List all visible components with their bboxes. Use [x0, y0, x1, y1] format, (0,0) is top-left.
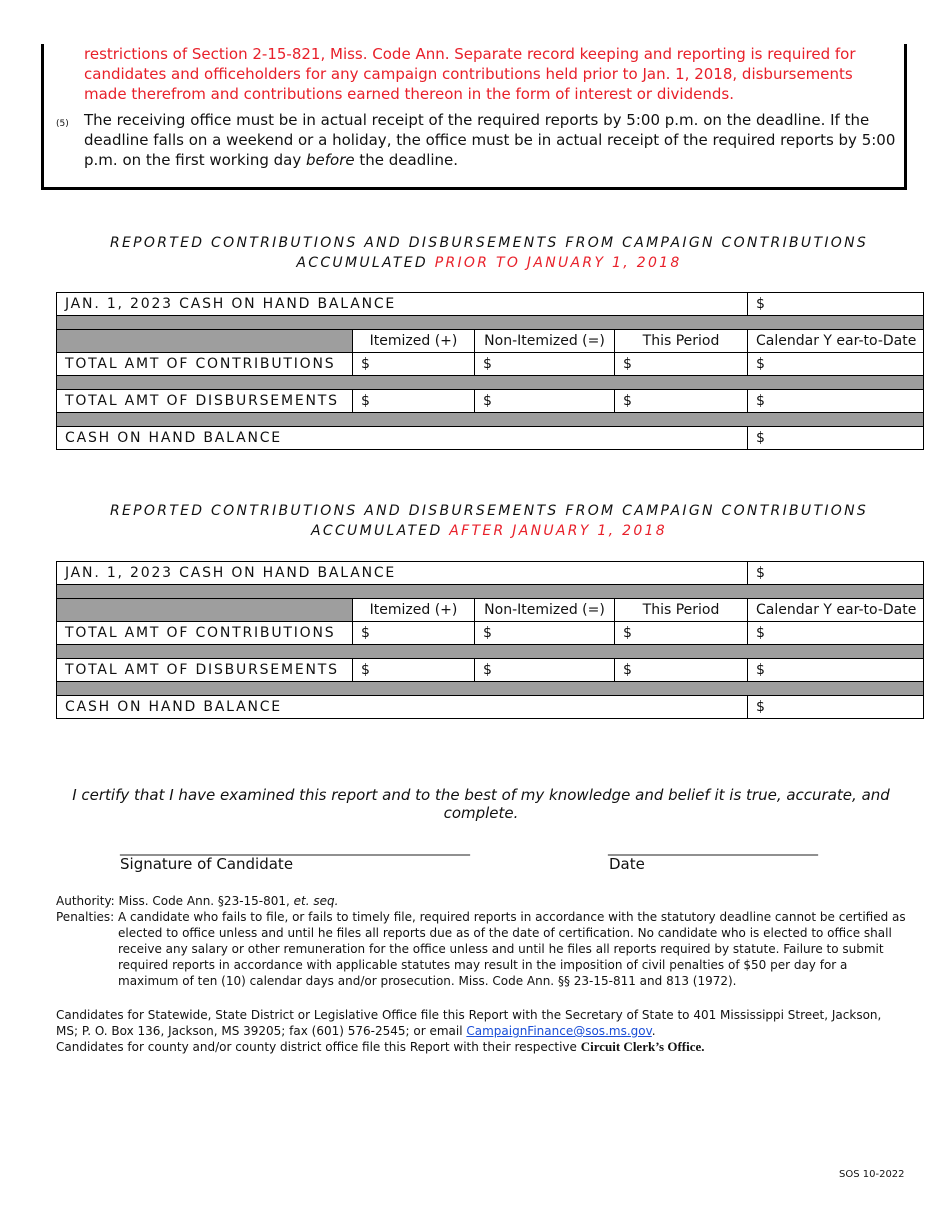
section2-divider: [57, 645, 924, 659]
section1-divider: [57, 316, 924, 330]
section1-header-blank: [57, 330, 353, 353]
authority-em: et. seq.: [293, 894, 339, 908]
section2-cash-field[interactable]: $: [748, 696, 924, 719]
section1-divider: [57, 413, 924, 427]
section2-divider: [57, 682, 924, 696]
section2-divider: [57, 585, 924, 599]
section2-header-blank: [57, 599, 353, 622]
section2-disb-label: TOTAL AMT OF DISBURSEMENTS: [57, 659, 353, 682]
section1-balance-field[interactable]: $: [748, 293, 924, 316]
section2-col-itemized: Itemized (+): [353, 599, 475, 622]
penalties-text: Penalties: A candidate who fails to file, or fails to timely file, required reports in accordance with the statutory deadline cannot be certified as elected to office unless and until he files all reports due as of the date of certification. No candidate who is elected to office shall receive any salary or other remuneration for the office unless and until he files all reports required by statute. Failure to submit required reports in accordance with applicable statutes may result in the imposition of civil penalties of $50 per day for a maximum of ten (10) calendar days and/or prosecution. Miss. Code Ann. §§ 23-15-811 and 813 (1972).: [56, 910, 906, 988]
section2-balance-label: JAN. 1, 2023 CASH ON HAND BALANCE: [57, 562, 748, 585]
section2-title-line2: [56, 521, 922, 541]
section2-col-ytd: Calendar Y ear-to-Date: [748, 599, 924, 622]
item5-text-post: the deadline.: [354, 151, 459, 169]
section1-divider: [57, 376, 924, 390]
statewide-pre: Candidates for Statewide, State District or Legislative Office file this Report with the Secretary of State to 401 Mississippi Street, Jackson, MS; P. O. Box 136, Jackson, MS 39205; fax (601) 576-2545; or email: [56, 1008, 882, 1038]
section2-col-nonitemized: Non-Itemized (=): [475, 599, 615, 622]
section2-title-line2-red: AFTER JANUARY 1, 2018: [449, 523, 667, 539]
section2-disb-itemized-field[interactable]: $: [353, 659, 475, 682]
section1-disb-label: TOTAL AMT OF DISBURSEMENTS: [57, 390, 353, 413]
instructions-box: [41, 44, 907, 190]
form-code: SOS 10-2022: [839, 1169, 905, 1180]
section1-disb-period-field[interactable]: $: [615, 390, 748, 413]
statewide-post: .: [651, 1024, 656, 1038]
instructions-red-text: restrictions of Section 2-15-821, Miss. Code Ann. Separate record keeping and reporting is required for candidates and officeholders for any campaign contributions held prior to Jan. 1, 2018, disbursements made therefrom and contributions earned thereon in the form of interest or dividends.: [84, 45, 856, 103]
section2-contrib-ytd-field[interactable]: $: [748, 622, 924, 645]
candidate-signature-line[interactable]: __________________________________________________: [120, 840, 470, 856]
section2-contrib-nonitemized-field[interactable]: $: [475, 622, 615, 645]
filing-instructions: [56, 1007, 896, 1055]
section1-cash-label: CASH ON HAND BALANCE: [57, 427, 748, 450]
date-label: Date: [609, 855, 645, 873]
item5-text-pre: The receiving office must be in actual receipt of the required reports by 5:00 p.m. on the deadline. If the deadline falls on a weekend or a holiday, the office must be in actual receipt of the required reports by 5:00 p.m. on the first working day: [84, 111, 896, 169]
section1-title: [56, 233, 922, 273]
authority-pre: Authority: Miss. Code Ann. §23-15-801,: [56, 894, 294, 908]
section1-disb-ytd-field[interactable]: $: [748, 390, 924, 413]
section2-contrib-itemized-field[interactable]: $: [353, 622, 475, 645]
certification-statement: I certify that I have examined this report and to the best of my knowledge and belief it is true, accurate, and complete.: [72, 786, 890, 822]
circuit-clerk-office: Circuit Clerk’s Office.: [580, 1039, 705, 1054]
county-pre: Candidates for county and/or county district office file this Report with their respective: [56, 1040, 581, 1054]
section2-disb-ytd-field[interactable]: $: [748, 659, 924, 682]
section1-title-line1: REPORTED CONTRIBUTIONS AND DISBURSEMENTS FROM CAMPAIGN CONTRIBUTIONS: [109, 235, 869, 251]
section2-col-period: This Period: [615, 599, 748, 622]
section2-disb-nonitemized-field[interactable]: $: [475, 659, 615, 682]
section1-title-line2: [56, 253, 922, 273]
section1-col-nonitemized: Non-Itemized (=): [475, 330, 615, 353]
candidate-signature-label: Signature of Candidate: [120, 855, 294, 873]
section2-title: [56, 501, 922, 541]
item5-number: (5): [56, 119, 69, 129]
authority-text: [56, 893, 906, 909]
section2-disb-period-field[interactable]: $: [615, 659, 748, 682]
section2-contrib-period-field[interactable]: $: [615, 622, 748, 645]
section1-col-period: This Period: [615, 330, 748, 353]
email-link[interactable]: CampaignFinance@sos.ms.gov: [466, 1024, 652, 1038]
item5-emphasis: before: [305, 151, 355, 169]
section1-contrib-period-field[interactable]: $: [615, 353, 748, 376]
section2-title-line1: REPORTED CONTRIBUTIONS AND DISBURSEMENTS FROM CAMPAIGN CONTRIBUTIONS: [109, 503, 869, 519]
section2-cash-label: CASH ON HAND BALANCE: [57, 696, 748, 719]
section1-title-line2-black: ACCUMULATED: [296, 255, 435, 271]
section1-contrib-nonitemized-field[interactable]: $: [475, 353, 615, 376]
section1-table: [56, 292, 924, 450]
section1-disb-nonitemized-field[interactable]: $: [475, 390, 615, 413]
date-signature-line[interactable]: ______________________________: [608, 840, 818, 856]
section2-balance-field[interactable]: $: [748, 562, 924, 585]
section2-table: [56, 561, 924, 719]
section2-contrib-label: TOTAL AMT OF CONTRIBUTIONS: [57, 622, 353, 645]
county-filing-text: [56, 1039, 896, 1055]
section1-cash-field[interactable]: $: [748, 427, 924, 450]
section1-contrib-ytd-field[interactable]: $: [748, 353, 924, 376]
legal-notes: [56, 893, 906, 989]
section2-title-line2-black: ACCUMULATED: [311, 523, 450, 539]
section1-balance-label: JAN. 1, 2023 CASH ON HAND BALANCE: [57, 293, 748, 316]
statewide-filing-text: [56, 1007, 896, 1039]
section1-disb-itemized-field[interactable]: $: [353, 390, 475, 413]
section1-contrib-label: TOTAL AMT OF CONTRIBUTIONS: [57, 353, 353, 376]
section1-col-ytd: Calendar Y ear-to-Date: [748, 330, 924, 353]
section1-title-line2-red: PRIOR TO JANUARY 1, 2018: [434, 255, 682, 271]
section1-col-itemized: Itemized (+): [353, 330, 475, 353]
item5-text: [84, 110, 904, 170]
section1-contrib-itemized-field[interactable]: $: [353, 353, 475, 376]
